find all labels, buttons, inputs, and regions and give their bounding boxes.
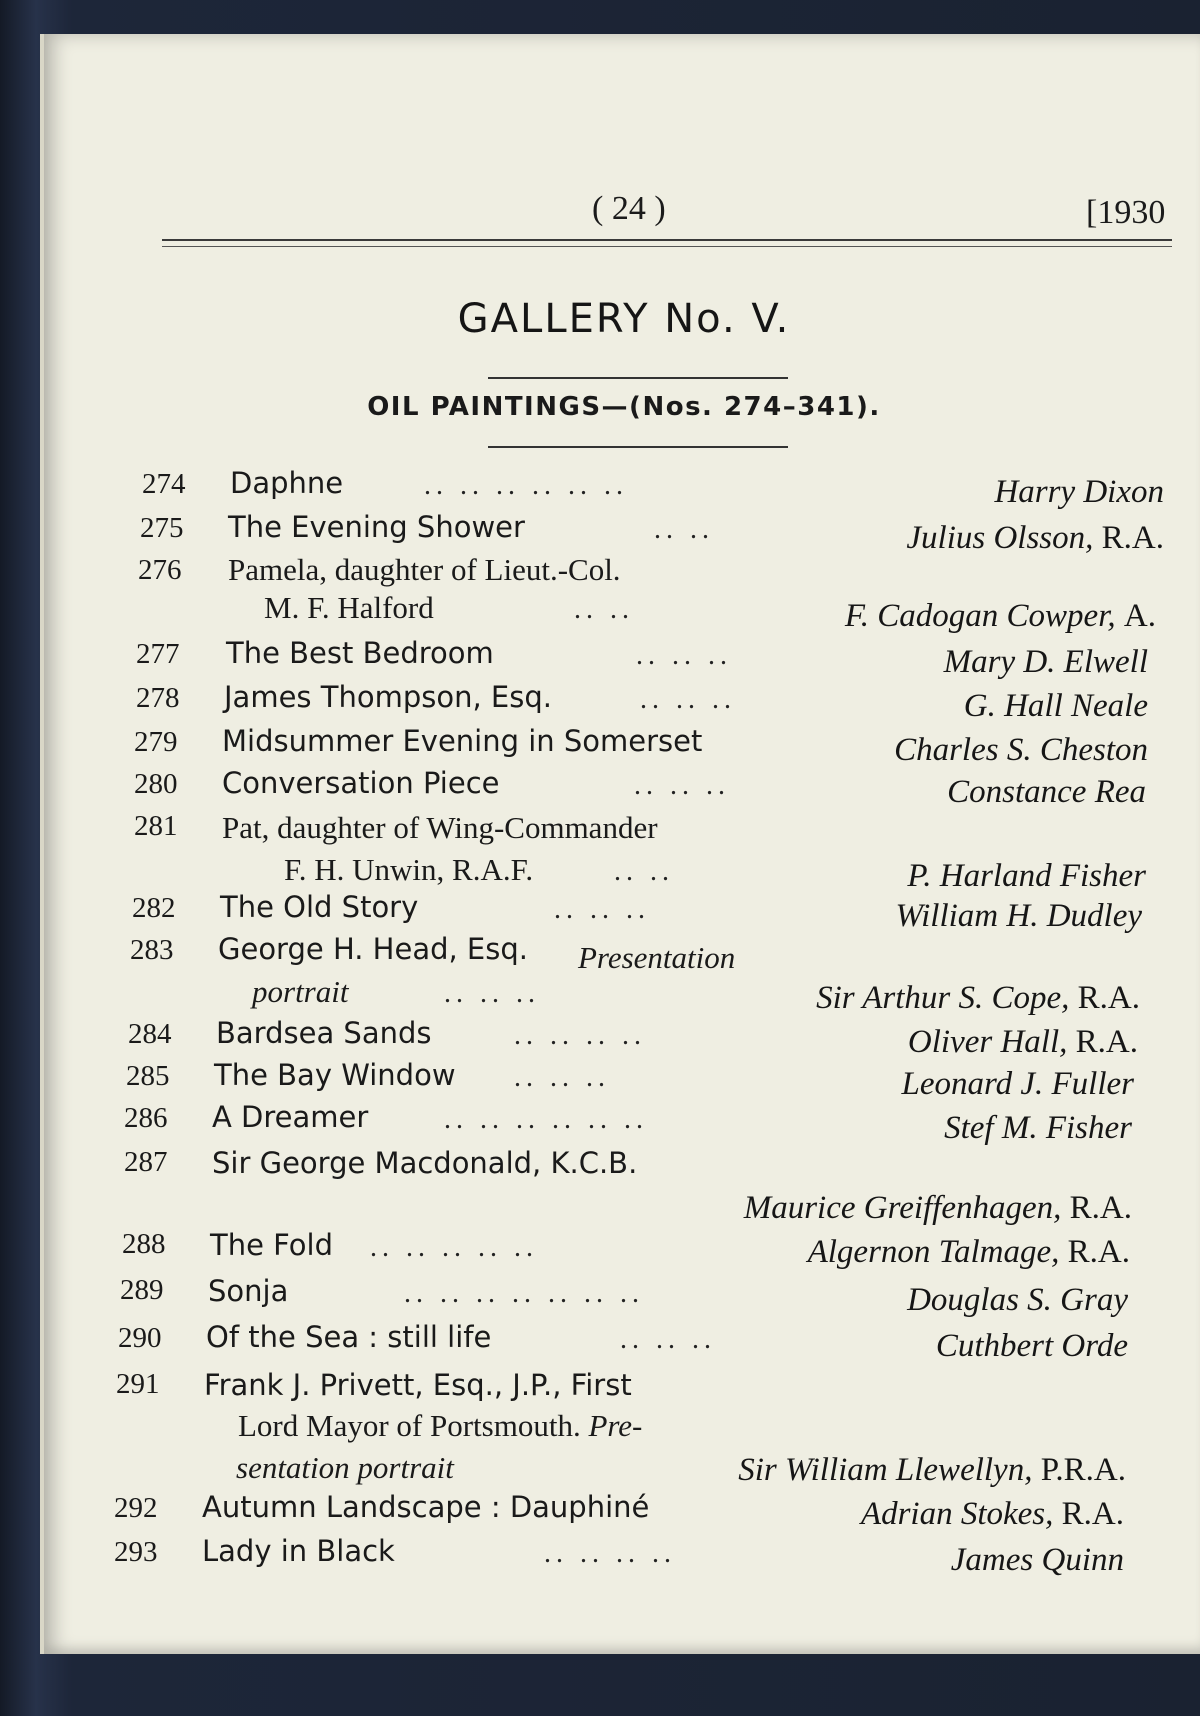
leader-dots: .. .. <box>574 594 634 625</box>
entry-number: 287 <box>124 1146 168 1178</box>
entry-artist: William H. Dudley <box>895 898 1142 934</box>
leader-dots: .. .. .. .. .. .. <box>424 470 628 501</box>
entry-artist: Mary D. Elwell <box>943 644 1148 680</box>
entry-title: Sir George Macdonald, K.C.B. <box>212 1146 638 1180</box>
entry-number: 281 <box>134 810 178 842</box>
entry-number: 277 <box>136 638 180 670</box>
entry-artist: Douglas S. Gray <box>907 1282 1128 1318</box>
entry-artist: Harry Dixon <box>994 474 1164 510</box>
entry-note: Presentation <box>578 940 736 975</box>
entry-number: 275 <box>140 512 184 544</box>
entry-artist: Constance Rea <box>947 774 1146 810</box>
entry-artist: Sir William Llewellyn, P.R.A. <box>738 1452 1126 1488</box>
entry-title: Of the Sea : still life <box>206 1320 492 1354</box>
entry-title: Pamela, daughter of Lieut.-Col. <box>228 552 621 587</box>
leader-dots: .. .. <box>614 856 674 887</box>
entry-number: 282 <box>132 892 176 924</box>
entry-artist: Adrian Stokes, R.A. <box>860 1496 1124 1532</box>
entry-number: 290 <box>118 1322 162 1354</box>
entry-number: 276 <box>138 554 182 586</box>
entry-number: 288 <box>122 1228 166 1260</box>
entry-title: The Old Story <box>220 890 419 924</box>
entry-title: The Bay Window <box>214 1058 456 1092</box>
entry-artist: Algernon Talmage, R.A. <box>807 1234 1130 1270</box>
entries-list <box>44 34 1200 1654</box>
entry-artist: Sir Arthur S. Cope, R.A. <box>816 980 1140 1016</box>
entry-title: Autumn Landscape : Dauphiné <box>202 1490 650 1524</box>
leader-dots: .. .. .. .. <box>544 1538 676 1569</box>
entry-title-continued: F. H. Unwin, R.A.F. <box>284 852 534 887</box>
entry-artist: Charles S. Cheston <box>894 732 1148 768</box>
leader-dots: .. .. .. <box>554 894 650 925</box>
leader-dots: .. .. .. .. <box>514 1020 646 1051</box>
entry-title: Bardsea Sands <box>216 1016 432 1050</box>
entry-title: Conversation Piece <box>222 766 500 800</box>
entry-artist: Cuthbert Orde <box>935 1328 1128 1364</box>
entry-number: 280 <box>134 768 178 800</box>
entry-artist: G. Hall Neale <box>963 688 1148 724</box>
entry-number: 279 <box>134 726 178 758</box>
entry-artist: Maurice Greiffenhagen, R.A. <box>743 1190 1132 1226</box>
entry-artist: Stef M. Fisher <box>944 1110 1132 1146</box>
entry-title-continued: Lord Mayor of Portsmouth. Pre- <box>238 1408 643 1443</box>
entry-number: 292 <box>114 1492 158 1524</box>
entry-title-continued: portrait <box>252 974 349 1009</box>
section-title: OIL PAINTINGS—(Nos. 274–341). <box>367 392 881 422</box>
year-label: [1930 <box>1086 194 1166 231</box>
entry-title: Lady in Black <box>202 1534 395 1568</box>
entry-number: 278 <box>136 682 180 714</box>
entry-number: 286 <box>124 1102 168 1134</box>
entry-title: The Best Bedroom <box>226 636 494 670</box>
entry-title: Sonja <box>208 1274 289 1308</box>
entry-number: 291 <box>116 1368 160 1400</box>
entry-artist: James Quinn <box>950 1542 1124 1578</box>
entry-artist: Leonard J. Fuller <box>901 1066 1134 1102</box>
entry-number: 285 <box>126 1060 170 1092</box>
entry-number: 283 <box>130 934 174 966</box>
entry-title: A Dreamer <box>212 1100 369 1134</box>
entry-note: sentation portrait <box>236 1450 454 1485</box>
entry-number: 293 <box>114 1536 158 1568</box>
leader-dots: .. .. .. <box>634 770 730 801</box>
leader-dots: .. .. <box>654 514 714 545</box>
entry-artist: P. Harland Fisher <box>907 858 1146 894</box>
entry-artist: Julius Olsson, R.A. <box>906 520 1164 556</box>
leader-dots: .. .. .. <box>636 640 732 671</box>
entry-artist: Oliver Hall, R.A. <box>907 1024 1138 1060</box>
leader-dots: .. .. .. <box>620 1324 716 1355</box>
leader-dots: .. .. .. <box>444 978 540 1009</box>
leader-dots: .. .. .. .. .. <box>370 1232 538 1263</box>
entry-title: Daphne <box>230 466 344 500</box>
catalogue-page <box>40 34 1200 1654</box>
page-number: ( 24 ) <box>592 190 666 227</box>
entry-title: The Evening Shower <box>228 510 525 544</box>
entry-title: Frank J. Privett, Esq., J.P., First <box>204 1368 632 1402</box>
entry-title-continued: M. F. Halford <box>264 590 434 625</box>
entry-number: 274 <box>142 468 186 500</box>
entry-number: 284 <box>128 1018 172 1050</box>
entry-title: Pat, daughter of Wing-Commander <box>222 810 658 845</box>
entry-title: James Thompson, Esq. <box>224 680 552 714</box>
entry-title: Midsummer Evening in Somerset <box>222 724 703 758</box>
leader-dots: .. .. .. .. .. .. <box>444 1104 648 1135</box>
entry-number: 289 <box>120 1274 164 1306</box>
entry-title: George H. Head, Esq. <box>218 932 528 966</box>
leader-dots: .. .. .. .. .. .. .. <box>404 1278 644 1309</box>
entry-artist: F. Cadogan Cowper, A. <box>844 598 1156 634</box>
gallery-title: GALLERY No. V. <box>457 296 791 342</box>
entry-title: The Fold <box>210 1228 334 1262</box>
leader-dots: .. .. .. <box>514 1062 610 1093</box>
leader-dots: .. .. .. <box>640 684 736 715</box>
